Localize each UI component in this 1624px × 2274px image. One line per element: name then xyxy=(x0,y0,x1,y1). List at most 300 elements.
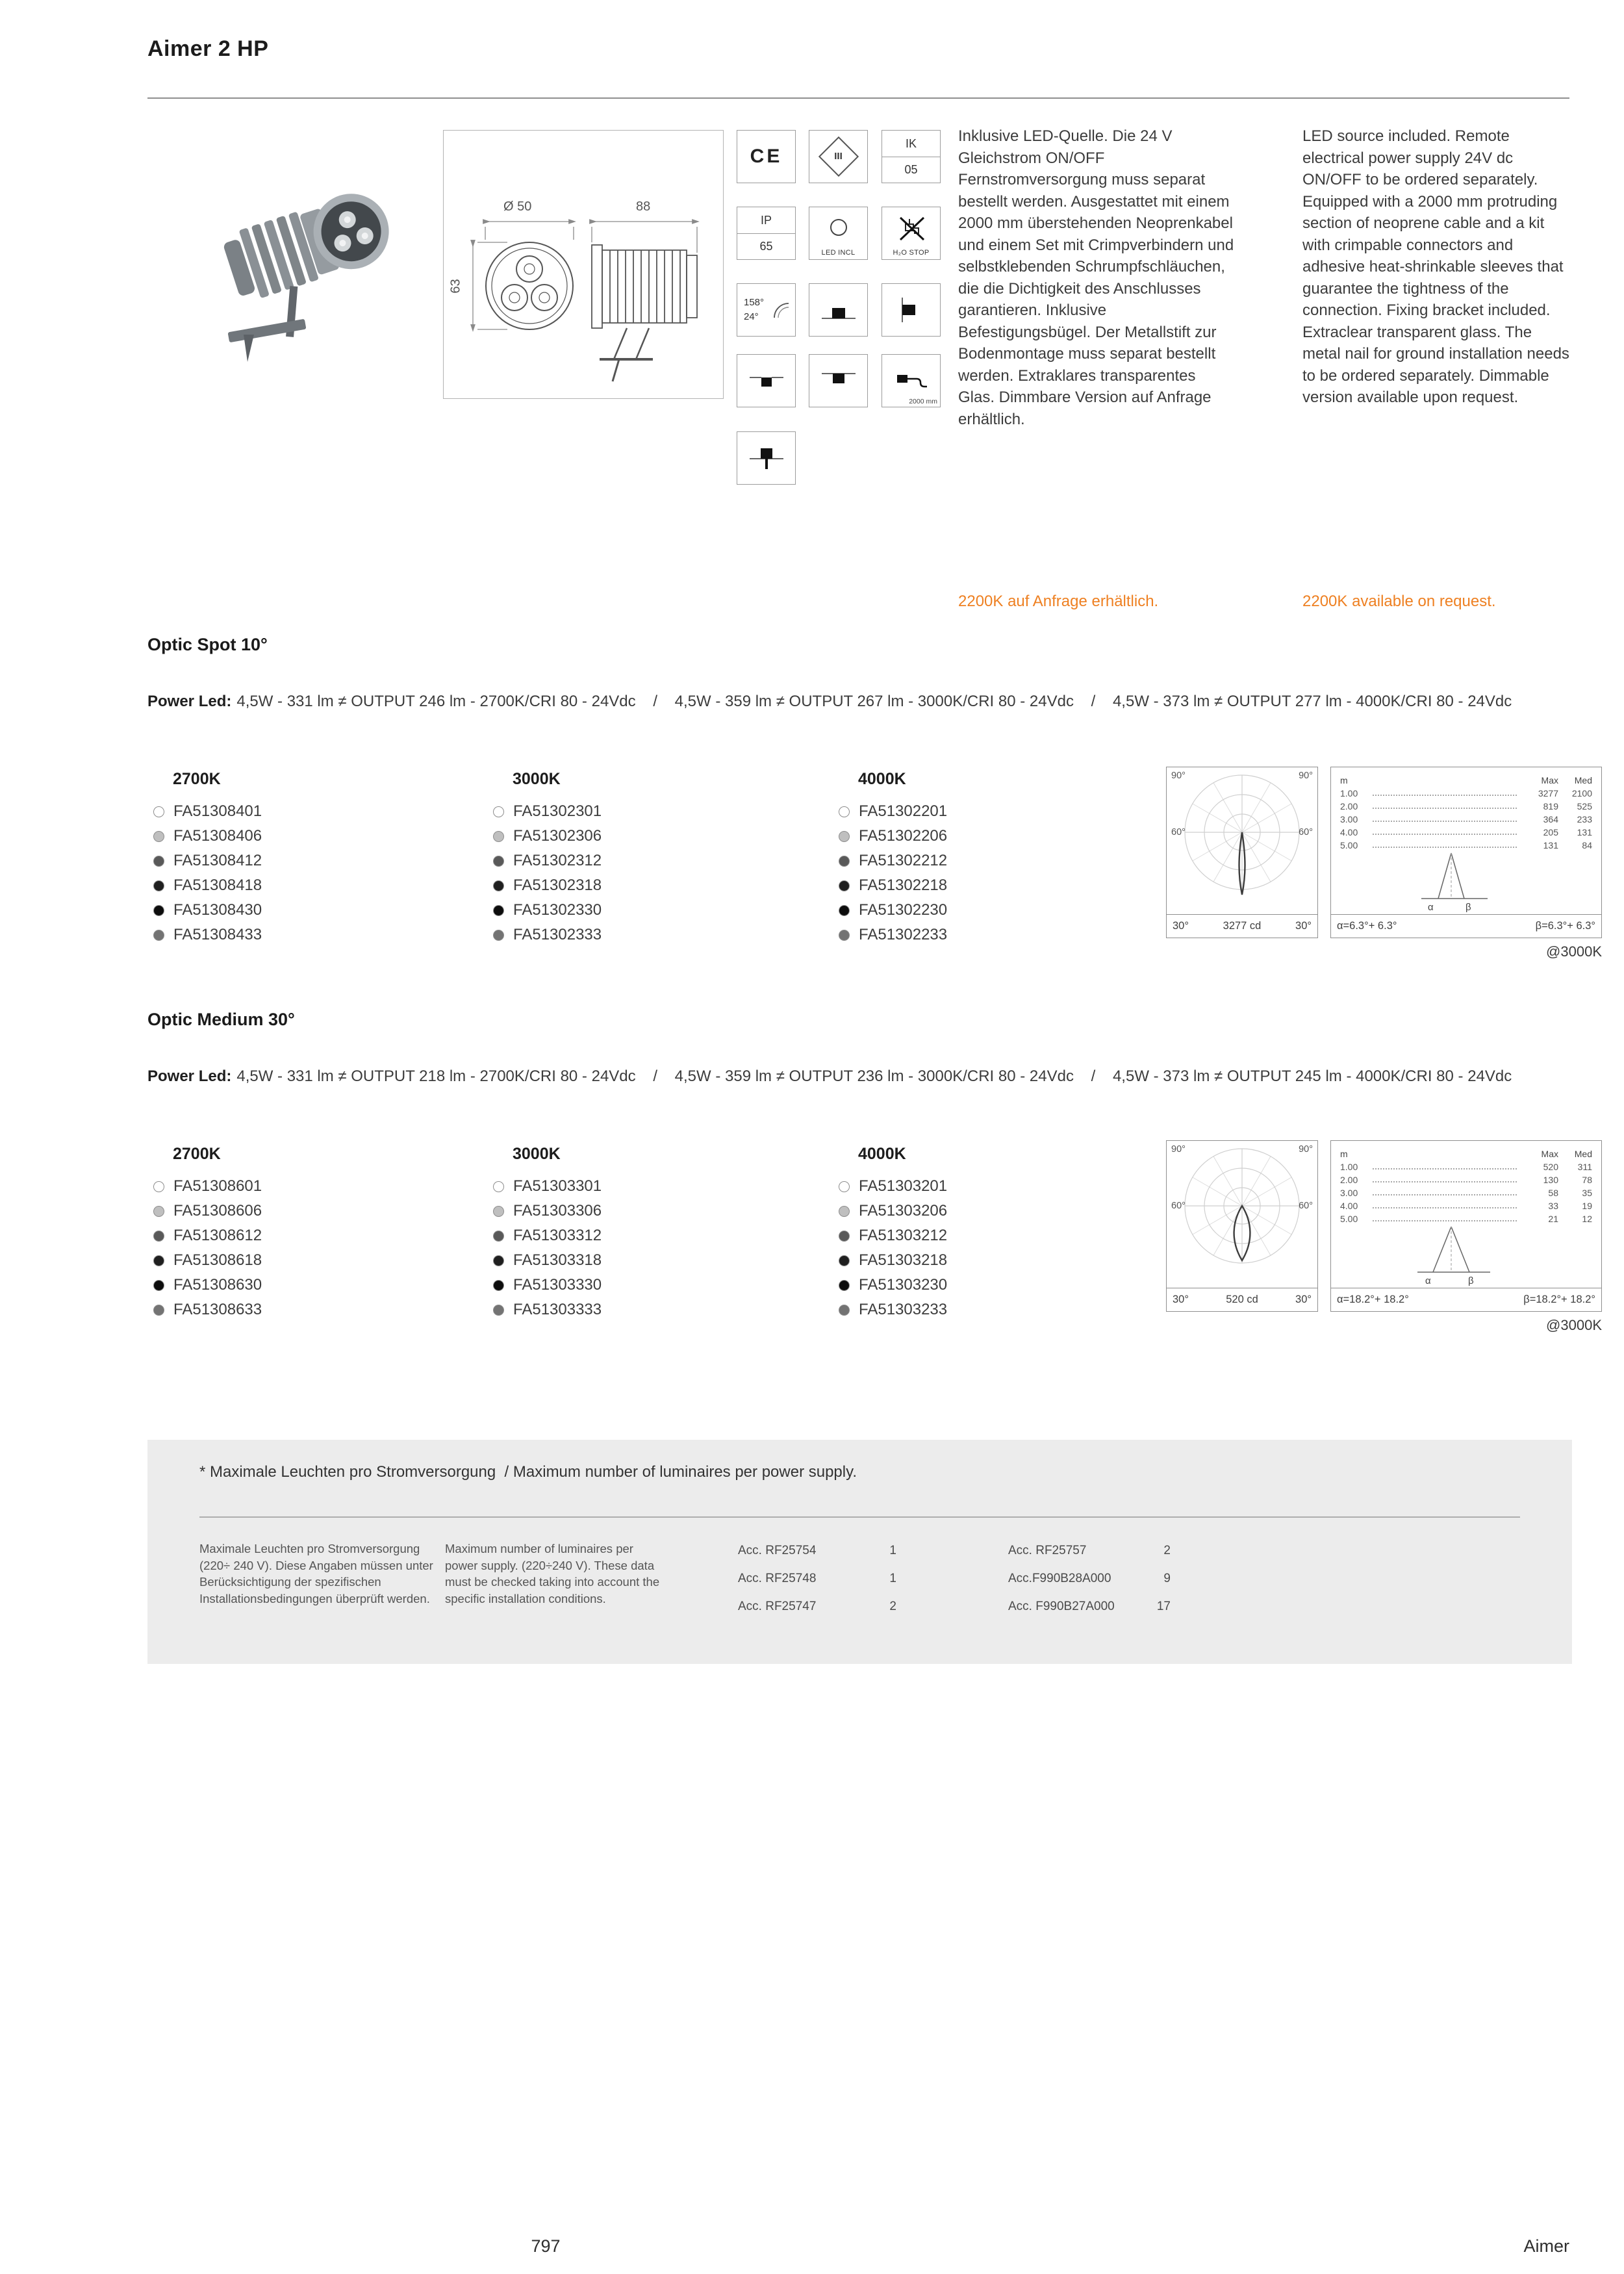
polar-tick-30-right: 30° xyxy=(1295,1294,1312,1305)
polar-tick-60-left: 60° xyxy=(1171,1201,1186,1211)
max-luminaires-text-english: Maximum number of luminaires per power supply. (220÷240 V). These data must be checked taking into account the specific installation conditions. xyxy=(445,1542,660,1605)
ik-label: IK xyxy=(905,136,917,150)
illuminance-row xyxy=(1340,1159,1592,1172)
product-code: FA51302230 xyxy=(859,901,948,919)
color-temp-header: 3000K xyxy=(513,770,561,788)
dotted-leader xyxy=(1373,1194,1517,1195)
distance-m: 4.00 xyxy=(1340,827,1358,837)
dimension-length: 88 xyxy=(636,199,651,214)
finish-dot xyxy=(153,905,164,916)
polar-tick-90-left: 90° xyxy=(1171,1144,1186,1155)
product-code-row xyxy=(493,1248,602,1273)
accessory-list-1 xyxy=(738,1544,896,1628)
lux-max: 3277 xyxy=(1538,788,1558,798)
product-code-row xyxy=(839,849,947,873)
finish-dot xyxy=(839,930,850,941)
product-code: FA51303218 xyxy=(859,1251,948,1269)
description-german: Inklusive LED-Quelle. Die 24 V Gleichstrom ON/OFF Fernstromversorgung muss separat bestellt werden. Ausgestattet mit einem 2000 mm überstehenden Neoprenkabel und einem Set mit Crimpverbindern und selbstklebenden Schrumpfschläuchen, die die Dichtigkeit des Anschlusses garantieren. Inklusive Befestigungsbügel. Der Metallstift zur Bodenmontage muss separat bestellt werden. Extraklares transparentes Glas. Dimmbare Version auf Anfrage erhältlich. xyxy=(958,127,1234,428)
ip-label: IP xyxy=(760,213,772,227)
finish-dot xyxy=(493,880,504,891)
ce-mark-label: CE xyxy=(750,146,783,167)
accessory-code: Acc. RF25747 xyxy=(738,1600,817,1613)
finish-dot xyxy=(493,831,504,842)
section-title-optic-spot: Optic Spot 10° xyxy=(147,635,268,654)
ip65-icon xyxy=(737,207,796,260)
illuminance-row xyxy=(1340,824,1592,837)
class-iii-icon xyxy=(809,130,868,183)
dotted-leader xyxy=(1373,795,1517,796)
finish-dot xyxy=(153,1280,164,1291)
beta-angle: β=18.2°+ 18.2° xyxy=(1523,1294,1595,1305)
accessory-row xyxy=(1008,1544,1171,1558)
finish-dot xyxy=(493,1280,504,1291)
power-led-label: Power Led: xyxy=(147,1067,232,1085)
h2o-stop-label: H₂O STOP xyxy=(893,249,930,257)
lux-med: 12 xyxy=(1582,1214,1592,1224)
dimension-diameter: Ø 50 xyxy=(503,199,532,214)
illuminance-header xyxy=(1340,773,1592,786)
finish-dot xyxy=(493,1231,504,1242)
product-code: FA51303306 xyxy=(513,1202,602,1220)
product-code: FA51308601 xyxy=(173,1177,262,1195)
dotted-leader xyxy=(1373,808,1517,809)
finish-dot xyxy=(839,1206,850,1217)
product-code-row xyxy=(153,1248,262,1273)
illuminance-rows xyxy=(1340,786,1592,850)
product-code-row xyxy=(153,799,262,824)
note-2200k-german: 2200K auf Anfrage erhältlich. xyxy=(958,593,1159,610)
tilt-min-label: 24° xyxy=(744,311,759,322)
photometry-note-spot: @3000K xyxy=(1546,943,1602,960)
finish-dot xyxy=(493,856,504,867)
product-code-row xyxy=(493,849,602,873)
accessory-code: Acc. F990B27A000 xyxy=(1008,1600,1115,1613)
polar-grid xyxy=(1167,1141,1317,1287)
distance-m: 5.00 xyxy=(1340,1214,1358,1224)
polar-diagram-medium xyxy=(1166,1140,1318,1312)
beam-cone-glyph xyxy=(1406,850,1497,913)
max-luminaires-heading: * Maximale Leuchten pro Stromversorgung / Maximum number of luminaires per power supply. xyxy=(199,1463,857,1481)
accessory-row xyxy=(738,1572,896,1586)
product-code: FA51302201 xyxy=(859,802,948,820)
illuminance-row xyxy=(1340,837,1592,850)
finish-dot xyxy=(153,1206,164,1217)
product-code: FA51303312 xyxy=(513,1227,602,1244)
finish-dot xyxy=(153,831,164,842)
polar-tick-60-right: 60° xyxy=(1299,1201,1313,1211)
dotted-leader xyxy=(1373,834,1517,835)
finish-dot xyxy=(493,1305,504,1316)
product-code: FA51302301 xyxy=(513,802,602,820)
code-column-medium-4000k xyxy=(839,1144,947,1322)
finish-dot xyxy=(153,1255,164,1266)
code-column-medium-3000k xyxy=(493,1144,602,1322)
ceiling-mount-icon xyxy=(809,354,868,407)
dotted-leader xyxy=(1373,821,1517,822)
beta-symbol: β xyxy=(1465,902,1471,913)
illuminance-row xyxy=(1340,1172,1592,1185)
col-max: Max xyxy=(1541,775,1558,786)
lux-max: 58 xyxy=(1548,1188,1558,1198)
header-rule xyxy=(147,97,1569,99)
finish-dot xyxy=(839,1280,850,1291)
footer-brand: Aimer xyxy=(1523,2236,1569,2256)
finish-dot xyxy=(153,930,164,941)
accessory-row xyxy=(738,1544,896,1558)
product-code-row xyxy=(153,1223,262,1248)
section-title-optic-medium: Optic Medium 30° xyxy=(147,1010,295,1029)
faucet-crossed-glyph xyxy=(896,215,926,242)
lux-med: 35 xyxy=(1582,1188,1592,1198)
lux-med: 131 xyxy=(1577,827,1592,837)
product-code-row xyxy=(493,1297,602,1322)
ceiling-mount-glyph xyxy=(819,364,858,397)
finish-dot xyxy=(839,1255,850,1266)
product-code: FA51303201 xyxy=(859,1177,948,1195)
product-code: FA51302233 xyxy=(859,926,948,943)
product-code-row xyxy=(153,824,262,849)
cone-diagram-spot xyxy=(1330,767,1602,938)
accessory-qty: 9 xyxy=(1163,1572,1171,1585)
product-code: FA51302306 xyxy=(513,827,602,845)
ik-value: 05 xyxy=(882,157,940,183)
product-code-row xyxy=(153,873,262,898)
dimension-drawing xyxy=(444,131,722,398)
product-code-row xyxy=(839,898,947,923)
finish-dot xyxy=(493,1255,504,1266)
dotted-leader xyxy=(1373,1181,1517,1182)
lux-max: 130 xyxy=(1543,1175,1558,1185)
led-circle-glyph xyxy=(830,219,847,236)
product-code: FA51302206 xyxy=(859,827,948,845)
power-led-spec-medium xyxy=(147,1062,1569,1090)
illuminance-table xyxy=(1340,773,1592,850)
product-code-row xyxy=(839,1174,947,1199)
illuminance-row xyxy=(1340,1211,1592,1224)
power-led-text: 4,5W - 331 lm ≠ OUTPUT 218 lm - 2700K/CRI 80 - 24Vdc / 4,5W - 359 lm ≠ OUTPUT 236 lm - 3000K/CRI 80 - 24Vdc / 4,5W - 373 lm ≠ OUTPUT 245 lm - 4000K/CRI 80 - 24Vdc xyxy=(236,1067,1512,1085)
lux-max: 364 xyxy=(1543,814,1558,824)
ip-value: 65 xyxy=(737,233,795,259)
product-code: FA51308412 xyxy=(173,852,262,869)
lux-max: 33 xyxy=(1548,1201,1558,1211)
finish-dot xyxy=(153,1231,164,1242)
product-code-row xyxy=(493,898,602,923)
power-led-label: Power Led: xyxy=(147,693,232,710)
floor-recessed-icon xyxy=(737,354,796,407)
code-list xyxy=(153,799,262,947)
color-temp-header: 4000K xyxy=(858,770,906,788)
product-code: FA51308418 xyxy=(173,876,262,894)
product-code-row xyxy=(493,1223,602,1248)
accessory-row xyxy=(738,1600,896,1614)
accessory-qty: 17 xyxy=(1156,1600,1171,1613)
product-code-row xyxy=(839,799,947,824)
product-code-row xyxy=(153,1297,262,1322)
h2o-stop-icon xyxy=(882,207,941,260)
lux-med: 525 xyxy=(1577,801,1592,811)
product-code: FA51308612 xyxy=(173,1227,262,1244)
product-code: FA51302218 xyxy=(859,876,948,894)
photometry-note-medium: @3000K xyxy=(1546,1317,1602,1333)
led-included-label: LED INCL xyxy=(821,249,856,257)
power-led-spec-spot xyxy=(147,687,1569,715)
product-code: FA51303233 xyxy=(859,1301,948,1318)
product-code: FA51302212 xyxy=(859,852,948,869)
distance-m: 3.00 xyxy=(1340,1188,1358,1198)
distance-m: 1.00 xyxy=(1340,788,1358,798)
color-temp-header: 3000K xyxy=(513,1145,561,1163)
product-code: FA51303230 xyxy=(859,1276,948,1294)
dotted-leader xyxy=(1373,847,1517,848)
product-code: FA51303318 xyxy=(513,1251,602,1269)
power-led-text: 4,5W - 331 lm ≠ OUTPUT 246 lm - 2700K/CRI 80 - 24Vdc / 4,5W - 359 lm ≠ OUTPUT 267 lm - 3000K/CRI 80 - 24Vdc / 4,5W - 373 lm ≠ OUTPUT 277 lm - 4000K/CRI 80 - 24Vdc xyxy=(236,693,1512,710)
distance-m: 4.00 xyxy=(1340,1201,1358,1211)
polar-grid xyxy=(1167,767,1317,913)
page-title: Aimer 2 HP xyxy=(147,36,269,61)
product-code-row xyxy=(153,1174,262,1199)
polar-tick-30-left: 30° xyxy=(1173,920,1189,932)
accessory-row xyxy=(1008,1600,1171,1614)
lux-med: 84 xyxy=(1582,840,1592,850)
code-column-spot-2700k xyxy=(153,769,262,947)
distance-m: 3.00 xyxy=(1340,814,1358,824)
col-m: m xyxy=(1340,1149,1348,1159)
illuminance-table xyxy=(1340,1146,1592,1224)
certification-icons xyxy=(737,130,943,487)
floor-recessed-glyph xyxy=(747,364,786,397)
accessory-row xyxy=(1008,1572,1171,1586)
wall-mount-glyph xyxy=(892,294,931,326)
product-code: FA51303212 xyxy=(859,1227,948,1244)
polar-tick-90-left: 90° xyxy=(1171,771,1186,781)
finish-dot xyxy=(839,831,850,842)
product-code-row xyxy=(839,923,947,947)
description-english: LED source included. Remote electrical power supply 24V dc ON/OFF to be ordered separately. Equipped with a 2000 mm protruding section of neoprene cable and a kit with crimpable connectors and adhesive heat-shrinkable sleeves that guarantee the tightness of the connection. Fixing bracket included. Extraclear transparent glass. The metal nail for ground installation needs to be ordered separately. Dimmable version available upon request. xyxy=(1302,127,1569,406)
polar-tick-90-right: 90° xyxy=(1299,771,1313,781)
product-code-row xyxy=(153,1273,262,1297)
illuminance-row xyxy=(1340,811,1592,824)
lux-med: 233 xyxy=(1577,814,1592,824)
product-code-row xyxy=(839,1199,947,1223)
dimension-height: 63 xyxy=(448,279,463,294)
product-code: FA51308433 xyxy=(173,926,262,943)
page-number: 797 xyxy=(531,2236,561,2256)
product-code-row xyxy=(839,824,947,849)
polar-tick-60-right: 60° xyxy=(1299,827,1313,837)
product-code-row xyxy=(493,1174,602,1199)
color-temp-header: 4000K xyxy=(858,1145,906,1163)
wall-mount-icon xyxy=(882,283,941,337)
product-code: FA51308618 xyxy=(173,1251,262,1269)
code-list xyxy=(153,1174,262,1322)
lux-med: 311 xyxy=(1577,1162,1592,1172)
candela-value: 3277 cd xyxy=(1223,920,1262,932)
lux-max: 520 xyxy=(1543,1162,1558,1172)
product-code: FA51303330 xyxy=(513,1276,602,1294)
cone-diagram-medium xyxy=(1330,1140,1602,1312)
ground-stake-glyph xyxy=(747,442,786,474)
product-code-row xyxy=(493,873,602,898)
product-code-row xyxy=(493,824,602,849)
illuminance-row xyxy=(1340,798,1592,811)
accessory-qty: 1 xyxy=(889,1572,896,1585)
beta-angle: β=6.3°+ 6.3° xyxy=(1535,920,1595,932)
finish-dot xyxy=(153,856,164,867)
alpha-angle: α=18.2°+ 18.2° xyxy=(1337,1294,1409,1305)
accessory-code: Acc.F990B28A000 xyxy=(1008,1572,1111,1585)
col-m: m xyxy=(1340,775,1348,786)
surface-mount-icon xyxy=(809,283,868,337)
note-2200k-english: 2200K available on request. xyxy=(1302,593,1496,610)
beta-symbol: β xyxy=(1468,1275,1474,1286)
lux-max: 131 xyxy=(1543,840,1558,850)
tilt-max-label: 158° xyxy=(744,297,765,308)
code-list xyxy=(493,1174,602,1322)
box-divider xyxy=(199,1516,1520,1518)
finish-dot xyxy=(153,880,164,891)
code-list xyxy=(493,799,602,947)
code-list xyxy=(839,799,947,947)
finish-dot xyxy=(493,806,504,817)
lux-med: 2100 xyxy=(1571,788,1592,798)
accessory-code: Acc. RF25757 xyxy=(1008,1544,1087,1557)
led-included-icon xyxy=(809,207,868,260)
distance-m: 2.00 xyxy=(1340,1175,1358,1185)
cable-length-icon xyxy=(882,354,941,407)
product-code-row xyxy=(839,1273,947,1297)
product-code: FA51302312 xyxy=(513,852,602,869)
dotted-leader xyxy=(1373,1168,1517,1169)
spotlight-illustration xyxy=(166,136,424,364)
illuminance-rows xyxy=(1340,1159,1592,1224)
illuminance-row xyxy=(1340,1198,1592,1211)
accessory-qty: 1 xyxy=(889,1544,896,1557)
illuminance-row xyxy=(1340,1185,1592,1198)
finish-dot xyxy=(839,1181,850,1192)
illuminance-header xyxy=(1340,1146,1592,1159)
code-column-spot-3000k xyxy=(493,769,602,947)
lux-max: 819 xyxy=(1543,801,1558,811)
product-code-row xyxy=(493,799,602,824)
polar-tick-30-right: 30° xyxy=(1295,920,1312,932)
product-code-row xyxy=(493,1199,602,1223)
finish-dot xyxy=(493,1181,504,1192)
product-code-row xyxy=(839,1223,947,1248)
product-code: FA51308406 xyxy=(173,827,262,845)
lux-max: 205 xyxy=(1543,827,1558,837)
accessory-code: Acc. RF25748 xyxy=(738,1572,817,1585)
finish-dot xyxy=(493,1206,504,1217)
col-max: Max xyxy=(1541,1149,1558,1159)
finish-dot xyxy=(839,880,850,891)
product-code: FA51302330 xyxy=(513,901,602,919)
col-med: Med xyxy=(1574,1149,1592,1159)
alpha-symbol: α xyxy=(1428,902,1434,913)
dotted-leader xyxy=(1373,1207,1517,1208)
alpha-symbol: α xyxy=(1425,1275,1431,1286)
product-code: FA51308606 xyxy=(173,1202,262,1220)
polar-diagram-spot xyxy=(1166,767,1318,938)
product-code: FA51308630 xyxy=(173,1276,262,1294)
color-temp-header: 2700K xyxy=(173,770,221,788)
max-luminaires-text-german: Maximale Leuchten pro Stromversorgung (220÷ 240 V). Diese Angaben müssen unter Berücksichtigung der spezifischen Installationsbedingungen überprüft werden. xyxy=(199,1542,433,1605)
finish-dot xyxy=(493,930,504,941)
product-code-row xyxy=(493,1273,602,1297)
cable-length-label: 2000 mm xyxy=(909,398,937,405)
product-code-row xyxy=(153,849,262,873)
cable-glyph xyxy=(892,364,931,397)
illuminance-row xyxy=(1340,786,1592,798)
product-code: FA51308401 xyxy=(173,802,262,820)
code-column-spot-4000k xyxy=(839,769,947,947)
ce-mark-icon xyxy=(737,130,796,183)
candela-value: 520 cd xyxy=(1226,1294,1258,1305)
color-temp-header: 2700K xyxy=(173,1145,221,1163)
product-code: FA51308633 xyxy=(173,1301,262,1318)
col-med: Med xyxy=(1574,775,1592,786)
product-code-row xyxy=(153,1199,262,1223)
class-iii-label: III xyxy=(834,151,843,162)
finish-dot xyxy=(153,1305,164,1316)
distance-m: 2.00 xyxy=(1340,801,1358,811)
alpha-angle: α=6.3°+ 6.3° xyxy=(1337,920,1397,932)
finish-dot xyxy=(839,806,850,817)
polar-tick-30-left: 30° xyxy=(1173,1294,1189,1305)
product-code-row xyxy=(839,873,947,898)
tilt-arc-glyph xyxy=(772,301,791,320)
finish-dot xyxy=(839,905,850,916)
product-code-row xyxy=(839,1297,947,1322)
lux-med: 19 xyxy=(1582,1201,1592,1211)
product-code: FA51302318 xyxy=(513,876,602,894)
accessory-qty: 2 xyxy=(889,1600,896,1613)
max-luminaires-box xyxy=(147,1440,1572,1664)
accessory-code: Acc. RF25754 xyxy=(738,1544,817,1557)
code-list xyxy=(839,1174,947,1322)
accessory-qty: 2 xyxy=(1163,1544,1171,1557)
accessory-list-2 xyxy=(1008,1544,1171,1628)
technical-drawing xyxy=(443,130,724,399)
product-code: FA51303333 xyxy=(513,1301,602,1318)
finish-dot xyxy=(839,1231,850,1242)
finish-dot xyxy=(839,1305,850,1316)
surface-mount-glyph xyxy=(819,294,858,326)
lux-med: 78 xyxy=(1582,1175,1592,1185)
polar-tick-90-right: 90° xyxy=(1299,1144,1313,1155)
finish-dot xyxy=(839,856,850,867)
finish-dot xyxy=(153,1181,164,1192)
product-code-row xyxy=(153,898,262,923)
beam-cone-glyph xyxy=(1406,1224,1497,1286)
finish-dot xyxy=(493,905,504,916)
product-code-row xyxy=(153,923,262,947)
product-code: FA51308430 xyxy=(173,901,262,919)
dotted-leader xyxy=(1373,1220,1517,1221)
ik05-icon xyxy=(882,130,941,183)
tilt-angle-icon xyxy=(737,283,796,337)
polar-tick-60-left: 60° xyxy=(1171,827,1186,837)
finish-dot xyxy=(153,806,164,817)
lux-max: 21 xyxy=(1548,1214,1558,1224)
product-code: FA51302333 xyxy=(513,926,602,943)
distance-m: 5.00 xyxy=(1340,840,1358,850)
code-column-medium-2700k xyxy=(153,1144,262,1322)
ground-stake-icon xyxy=(737,431,796,485)
product-code-row xyxy=(839,1248,947,1273)
product-code: FA51303301 xyxy=(513,1177,602,1195)
distance-m: 1.00 xyxy=(1340,1162,1358,1172)
product-photo xyxy=(166,136,424,364)
